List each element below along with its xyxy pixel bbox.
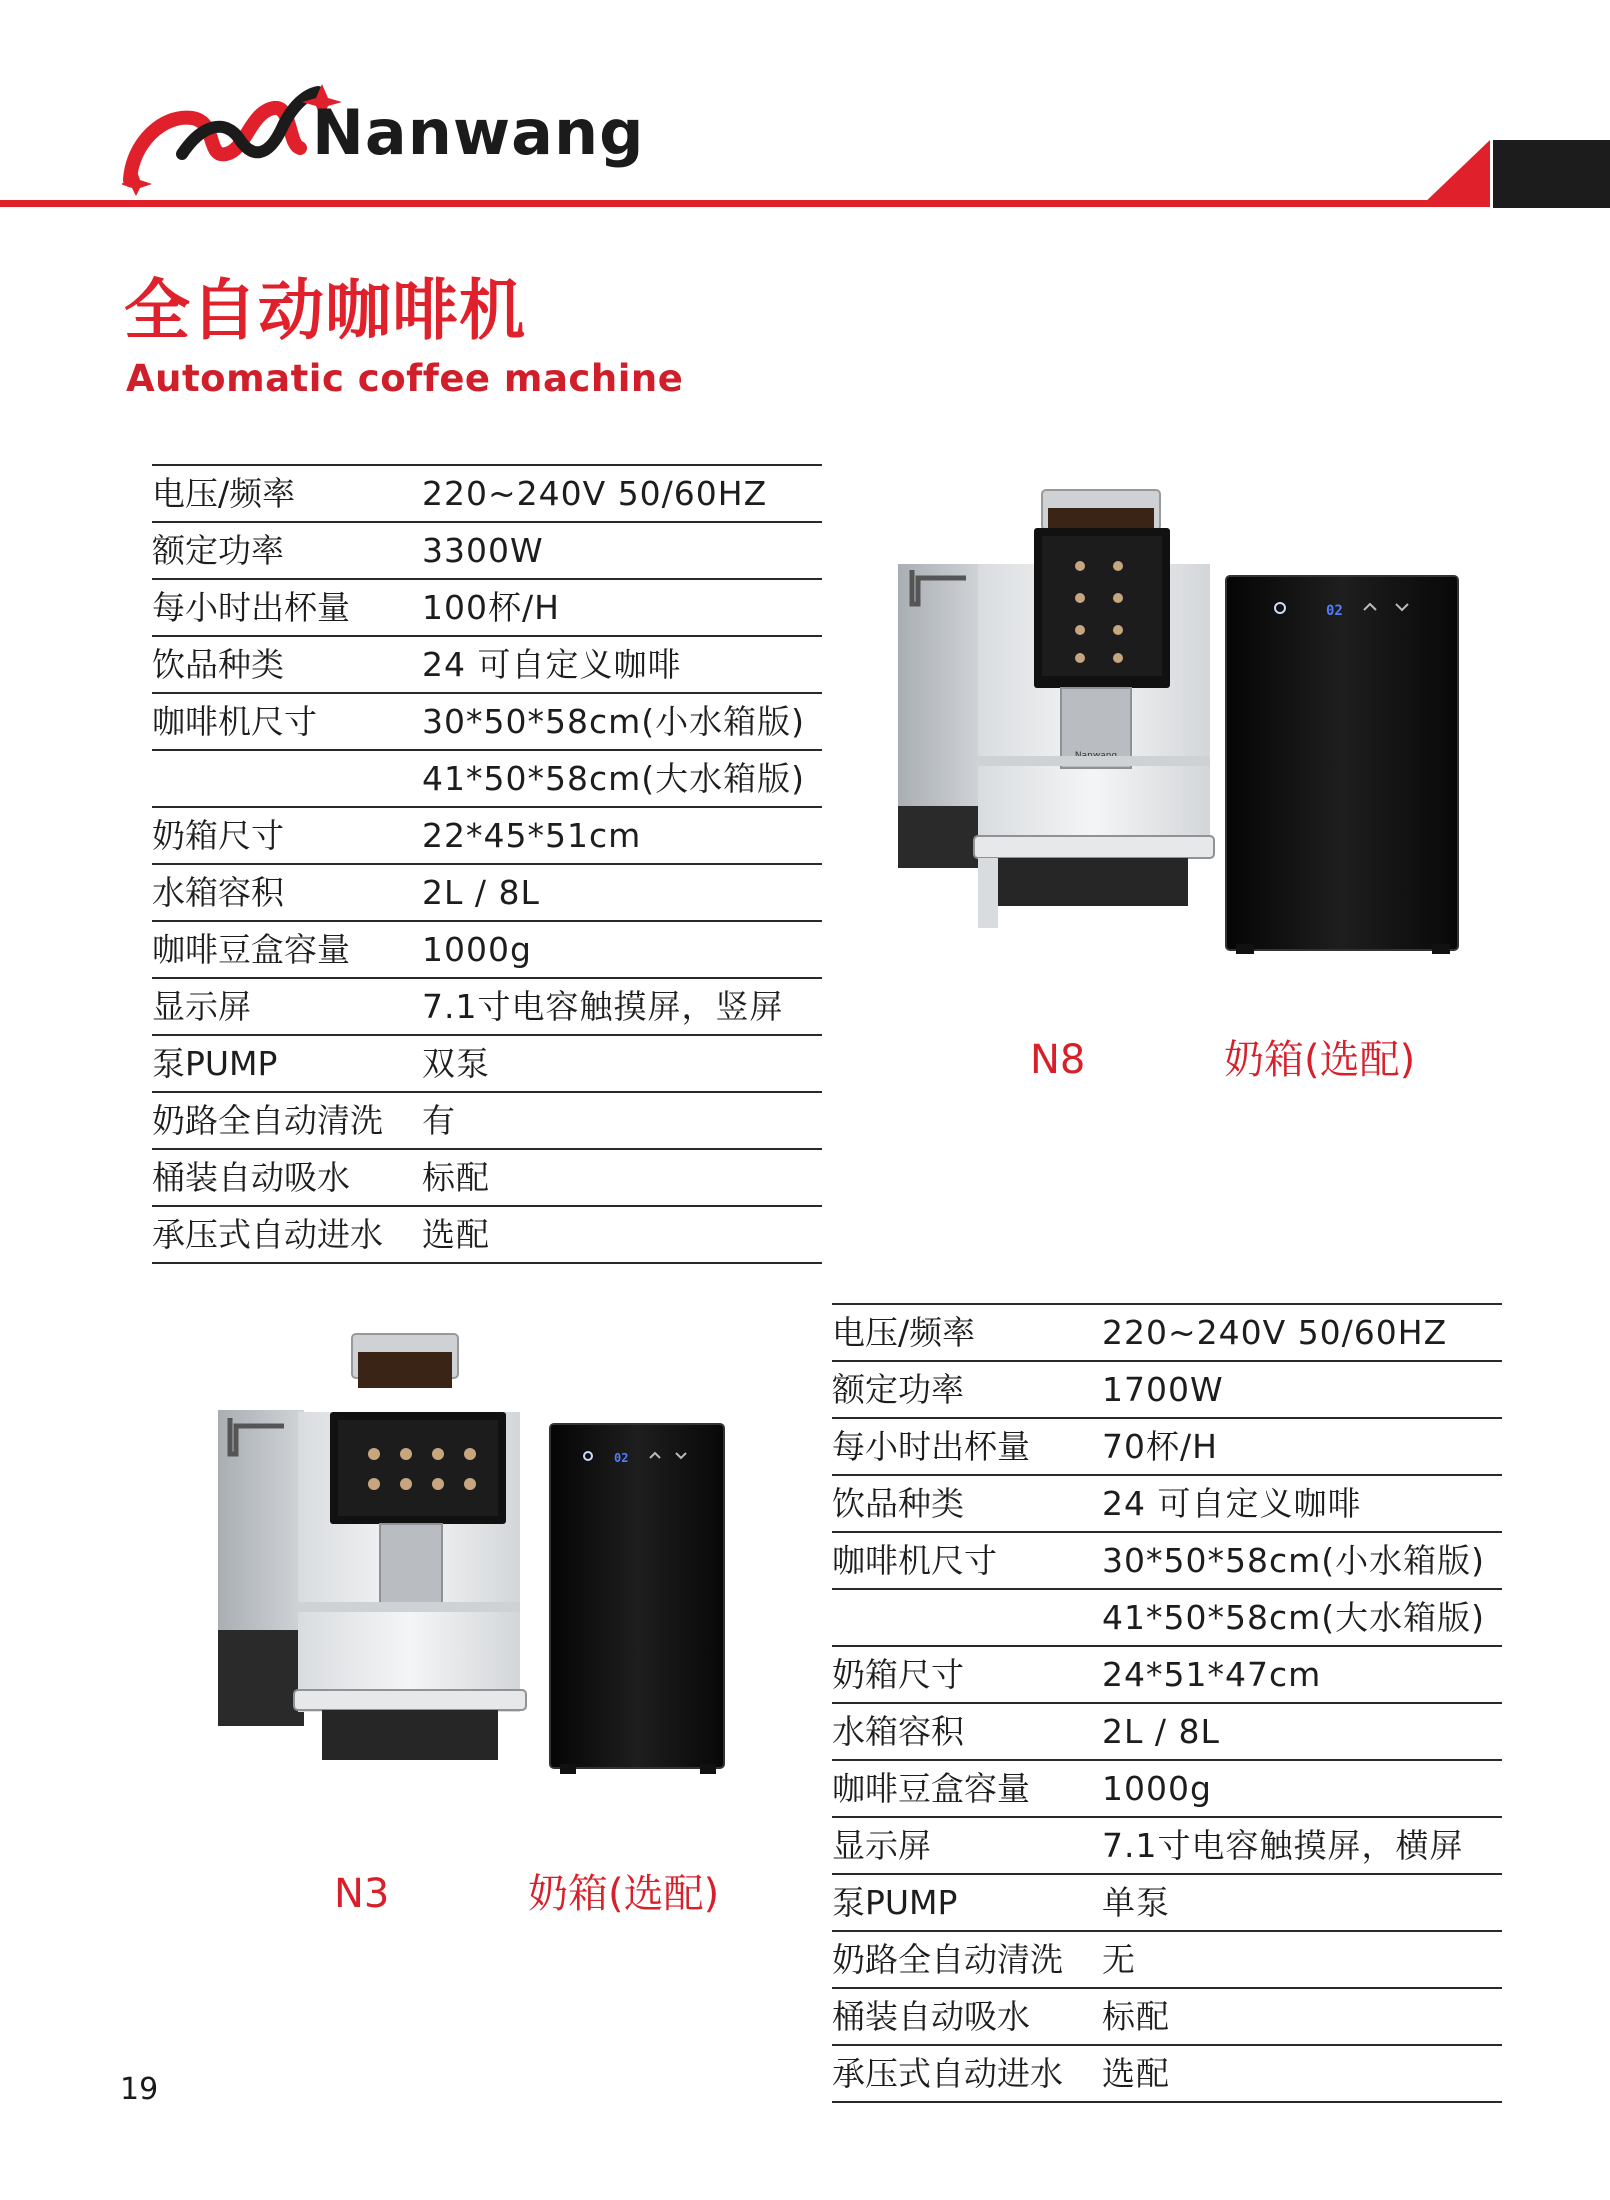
spec-label: 水箱容积	[832, 1712, 964, 1751]
spec-label: 每小时出杯量	[152, 588, 350, 627]
spec-value: 选配	[1102, 2054, 1170, 2093]
spec-row	[832, 1303, 1502, 1360]
spec-table-n3	[832, 1303, 1502, 2103]
spec-label: 咖啡豆盒容量	[152, 930, 350, 969]
spec-label: 显示屏	[832, 1826, 931, 1865]
spec-row	[832, 1873, 1502, 1930]
page-number: 19	[120, 2072, 159, 2107]
spec-row	[832, 1531, 1502, 1588]
spec-row	[832, 1417, 1502, 1474]
spec-value: 220~240V 50/60HZ	[422, 474, 768, 513]
spec-value: 2L / 8L	[422, 873, 540, 912]
spec-row	[152, 863, 822, 920]
spec-label: 泵PUMP	[152, 1044, 278, 1083]
spec-value: 22*45*51cm	[422, 816, 642, 855]
spec-label: 泵PUMP	[832, 1883, 958, 1922]
header-accent-wedge	[1420, 140, 1490, 207]
spec-row	[832, 1759, 1502, 1816]
n8-machine-image	[896, 486, 1460, 956]
spec-row	[152, 578, 822, 635]
spec-value: 有	[422, 1101, 456, 1140]
spec-value: 标配	[422, 1158, 490, 1197]
spec-label: 电压/频率	[152, 474, 296, 513]
spec-value: 30*50*58cm(小水箱版)	[422, 702, 806, 741]
page-title-cn: 全自动咖啡机	[124, 272, 526, 349]
header-dark-block	[1493, 140, 1610, 208]
spec-value: 70杯/H	[1102, 1427, 1218, 1466]
spec-table-n8	[152, 464, 822, 1264]
n8-milk-box-caption: 奶箱(选配)	[1224, 1037, 1416, 1083]
header-rule	[0, 200, 1486, 207]
spec-value: 7.1寸电容触摸屏，竖屏	[422, 987, 784, 1026]
n8-model-caption: N8	[1030, 1037, 1086, 1083]
spec-row	[832, 1360, 1502, 1417]
spec-value: 24 可自定义咖啡	[1102, 1484, 1362, 1523]
spec-label: 水箱容积	[152, 873, 284, 912]
spec-row	[832, 1987, 1502, 2044]
spec-row	[152, 806, 822, 863]
spec-value: 无	[1102, 1940, 1136, 1979]
spec-value: 1700W	[1102, 1370, 1224, 1409]
spec-label: 咖啡机尺寸	[152, 702, 317, 741]
spec-label: 奶箱尺寸	[832, 1655, 964, 1694]
spec-label: 承压式自动进水	[832, 2054, 1063, 2093]
spec-label: 饮品种类	[832, 1484, 964, 1523]
n3-milk-box-caption: 奶箱(选配)	[528, 1871, 720, 1917]
n3-model-caption: N3	[334, 1871, 390, 1917]
spec-row	[152, 1091, 822, 1148]
spec-row	[152, 749, 822, 806]
spec-row	[152, 977, 822, 1034]
spec-value: 30*50*58cm(小水箱版)	[1102, 1541, 1486, 1580]
spec-value: 24 可自定义咖啡	[422, 645, 682, 684]
spec-value: 1000g	[422, 930, 532, 969]
spec-row	[152, 1148, 822, 1205]
spec-row	[152, 692, 822, 749]
spec-label: 奶路全自动清洗	[832, 1940, 1063, 1979]
spec-row	[152, 635, 822, 692]
spec-value: 41*50*58cm(大水箱版)	[422, 759, 806, 798]
spec-label: 电压/频率	[832, 1313, 976, 1352]
spec-label: 桶装自动吸水	[832, 1997, 1030, 2036]
spec-value: 220~240V 50/60HZ	[1102, 1313, 1448, 1352]
spec-row	[152, 920, 822, 977]
spec-label: 桶装自动吸水	[152, 1158, 350, 1197]
spec-row	[832, 1588, 1502, 1645]
milk-temp-display: 02	[614, 1451, 629, 1465]
spec-value: 100杯/H	[422, 588, 560, 627]
spec-label: 咖啡豆盒容量	[832, 1769, 1030, 1808]
spec-value: 41*50*58cm(大水箱版)	[1102, 1598, 1486, 1637]
spec-value: 1000g	[1102, 1769, 1212, 1808]
milk-temp-display: 02	[1326, 603, 1343, 619]
spec-label: 额定功率	[152, 531, 284, 570]
spec-value: 单泵	[1102, 1883, 1170, 1922]
spec-row	[832, 1816, 1502, 1873]
spec-label: 奶箱尺寸	[152, 816, 284, 855]
spec-row	[832, 2044, 1502, 2103]
spec-row	[832, 1474, 1502, 1531]
spec-value: 7.1寸电容触摸屏，横屏	[1102, 1826, 1464, 1865]
spec-row	[832, 1702, 1502, 1759]
spec-label: 奶路全自动清洗	[152, 1101, 383, 1140]
spec-label: 显示屏	[152, 987, 251, 1026]
spec-label: 咖啡机尺寸	[832, 1541, 997, 1580]
spec-label: 额定功率	[832, 1370, 964, 1409]
spec-row	[152, 1034, 822, 1091]
spec-row	[152, 464, 822, 521]
n3-machine-image	[210, 1330, 730, 1776]
page-title-en: Automatic coffee machine	[126, 357, 684, 400]
spec-value: 双泵	[422, 1044, 490, 1083]
spec-value: 选配	[422, 1215, 490, 1254]
spec-label: 每小时出杯量	[832, 1427, 1030, 1466]
spec-row	[832, 1645, 1502, 1702]
spec-row	[152, 1205, 822, 1264]
spec-label: 饮品种类	[152, 645, 284, 684]
brand-name: Nanwang	[312, 96, 645, 169]
spec-row	[152, 521, 822, 578]
spec-label: 承压式自动进水	[152, 1215, 383, 1254]
spec-value: 2L / 8L	[1102, 1712, 1220, 1751]
spec-value: 24*51*47cm	[1102, 1655, 1322, 1694]
spec-value: 3300W	[422, 531, 544, 570]
spec-row	[832, 1930, 1502, 1987]
spec-value: 标配	[1102, 1997, 1170, 2036]
